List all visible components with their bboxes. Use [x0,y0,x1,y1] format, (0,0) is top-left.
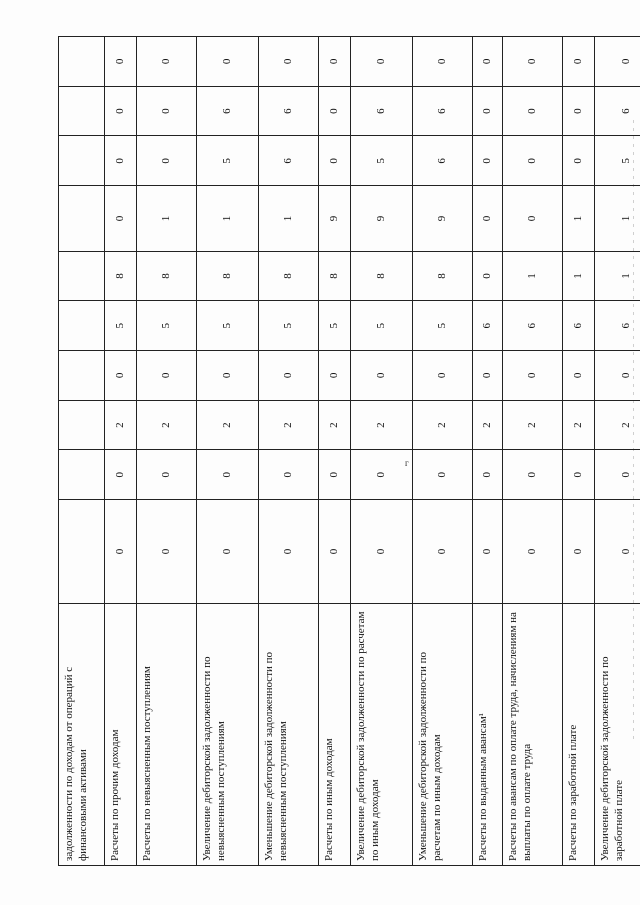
table-row [259,37,319,866]
table-row [473,37,503,866]
code-cell: 0 [105,450,137,500]
row-label: Расчеты по выданным авансам¹ [473,603,503,865]
code-cell: 8 [319,251,351,301]
code-cell: 0 [259,37,319,87]
code-cell: 0 [105,86,137,136]
row-label: Расчеты по заработной плате [563,603,595,865]
code-cell: 0 [563,351,595,401]
code-cell: 1 [595,186,640,252]
code-cell: 8 [137,251,197,301]
code-cell: 0 [351,450,413,500]
code-cell: 0 [503,351,563,401]
code-cell: 0 [413,500,473,604]
code-cell: 0 [197,450,259,500]
code-cell: 0 [503,186,563,252]
code-cell: 0 [259,351,319,401]
code-cell: 6 [197,86,259,136]
code-cell: 1 [595,251,640,301]
code-cell: 5 [197,136,259,186]
code-cell: 1 [563,186,595,252]
code-cell: 0 [563,136,595,186]
code-cell: 5 [137,301,197,351]
row-label: Расчеты по авансам по оплате труда, начислениям на выплаты по оплате труда [503,603,563,865]
code-cell: 5 [319,301,351,351]
code-cell: 2 [259,400,319,450]
code-cell [59,301,105,351]
code-cell [59,500,105,604]
code-cell: 0 [319,136,351,186]
code-cell: 0 [351,351,413,401]
code-cell: 0 [137,136,197,186]
code-cell: 0 [563,37,595,87]
code-cell: 2 [473,400,503,450]
code-cell: 0 [319,351,351,401]
code-cell: 0 [105,186,137,252]
code-cell: 0 [473,351,503,401]
code-cell: 8 [259,251,319,301]
margin-mark: г [405,458,409,468]
code-cell: 0 [351,37,413,87]
code-cell: 6 [413,136,473,186]
code-cell: 8 [197,251,259,301]
code-cell: 9 [351,186,413,252]
code-cell: 0 [413,351,473,401]
code-cell: 1 [259,186,319,252]
code-cell: 0 [137,37,197,87]
row-label: Увеличение дебиторской задолженности по невыясненным поступлениям [197,603,259,865]
table-row [137,37,197,866]
code-cell: 0 [563,500,595,604]
table-row [595,37,640,866]
code-cell [59,186,105,252]
code-cell: 0 [503,500,563,604]
code-cell: 6 [473,301,503,351]
code-cell: 6 [563,301,595,351]
code-cell: 2 [197,400,259,450]
code-cell: 0 [137,351,197,401]
code-cell: 1 [503,251,563,301]
code-cell: 0 [563,86,595,136]
code-cell [59,351,105,401]
row-label: Уменьшение дебиторской задолженности по невыясненным поступлениям [259,603,319,865]
code-cell: 0 [473,86,503,136]
code-cell: 6 [351,86,413,136]
code-cell: 5 [105,301,137,351]
code-cell: 8 [413,251,473,301]
code-cell [59,37,105,87]
code-cell: 5 [413,301,473,351]
code-cell: 0 [473,186,503,252]
code-cell: 9 [413,186,473,252]
code-cell: 0 [503,136,563,186]
accounts-table [58,36,640,866]
row-label: Уменьшение дебиторской задолженности по расчетам по иным доходам [413,603,473,865]
code-cell [59,400,105,450]
code-cell: 0 [197,351,259,401]
code-cell: 6 [503,301,563,351]
code-cell: 6 [259,136,319,186]
code-cell: 2 [105,400,137,450]
code-cell: 5 [259,301,319,351]
row-label: Расчеты по иным доходам [319,603,351,865]
code-cell: 0 [259,450,319,500]
code-cell: 9 [319,186,351,252]
code-cell: 2 [137,400,197,450]
table-row [503,37,563,866]
code-cell: 0 [351,500,413,604]
code-cell: 0 [319,37,351,87]
code-cell: 0 [595,450,640,500]
code-cell: 5 [351,301,413,351]
code-cell: 5 [197,301,259,351]
code-cell: 0 [413,37,473,87]
code-cell: 0 [259,500,319,604]
code-cell: 0 [413,450,473,500]
code-cell: 8 [105,251,137,301]
row-label: Расчеты по невыясненным поступлениям [137,603,197,865]
code-cell: 0 [473,37,503,87]
code-cell [59,450,105,500]
code-cell: 5 [595,136,640,186]
code-cell: 0 [105,351,137,401]
table-row [563,37,595,866]
code-cell: 0 [595,351,640,401]
code-cell: 0 [473,450,503,500]
code-cell: 2 [319,400,351,450]
code-cell: 0 [503,450,563,500]
row-label: задолженности по доходам от операций с финансовыми активами [59,603,105,865]
code-cell: 2 [563,400,595,450]
row-label: Увеличение дебиторской задолженности по расчетам по иным доходам [351,603,413,865]
code-cell: 1 [197,186,259,252]
code-cell: 2 [351,400,413,450]
code-cell: 8 [351,251,413,301]
table-row [413,37,473,866]
code-cell: 0 [197,37,259,87]
code-cell: 0 [137,86,197,136]
code-cell: 0 [473,251,503,301]
code-cell: 0 [503,37,563,87]
code-cell: 5 [351,136,413,186]
code-cell: 0 [473,500,503,604]
table-row [197,37,259,866]
row-label: Увеличение дебиторской задолженности по заработной плате [595,603,640,865]
code-cell: 0 [137,450,197,500]
row-label: Расчеты по прочим доходам [105,603,137,865]
code-cell: 0 [563,450,595,500]
code-cell: 0 [319,450,351,500]
code-cell [59,251,105,301]
code-cell: 0 [319,86,351,136]
code-cell: 0 [105,136,137,186]
code-cell [59,136,105,186]
code-cell: 0 [319,500,351,604]
code-cell: 6 [595,301,640,351]
code-cell: 0 [473,136,503,186]
code-cell: 2 [413,400,473,450]
code-cell: 1 [563,251,595,301]
code-cell: 6 [595,86,640,136]
code-cell: 6 [413,86,473,136]
code-cell: 2 [595,400,640,450]
code-cell: 0 [503,86,563,136]
table-row [319,37,351,866]
code-cell: 0 [595,37,640,87]
code-cell: 1 [137,186,197,252]
table-row [351,37,413,866]
table-row [59,37,105,866]
rotated-table-container [58,36,632,866]
code-cell: 0 [137,500,197,604]
code-cell: 0 [105,500,137,604]
code-cell: 2 [503,400,563,450]
code-cell: 0 [197,500,259,604]
code-cell: 0 [595,500,640,604]
code-cell [59,86,105,136]
code-cell: 0 [105,37,137,87]
table-row [105,37,137,866]
code-cell: 6 [259,86,319,136]
